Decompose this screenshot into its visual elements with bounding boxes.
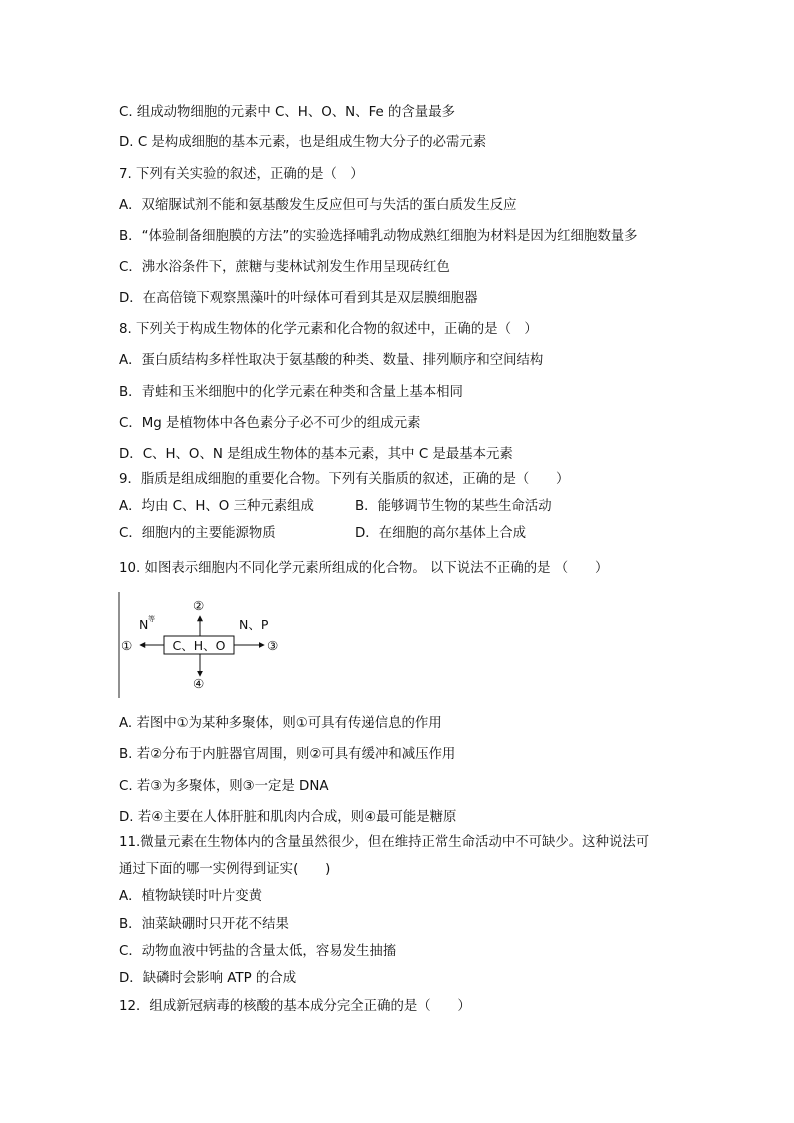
text-line: B．“体验制备细胞膜的方法”的实验选择哺乳动物成熟红细胞为材料是因为红细胞数量多 — [119, 229, 638, 244]
text-line: B．油菜缺硼时只开花不结果 — [119, 917, 289, 932]
question-7-stem: 7. 下列有关实验的叙述，正确的是（ ） — [119, 167, 364, 182]
text-line: B．青蛙和玉米细胞中的化学元素在种类和含量上基本相同 — [119, 385, 463, 400]
label-out-left: ① — [121, 638, 133, 653]
text-line: B. 若②分布于内脏器官周围，则②可具有缓冲和减压作用 — [119, 747, 456, 762]
text-line: A．双缩脲试剂不能和氨基酸发生反应但可与失活的蛋白质发生反应 — [119, 198, 517, 213]
text-line: C．Mg 是植物体中各色素分子必不可少的组成元素 — [119, 416, 421, 431]
text-line: C．沸水浴条件下，蔗糖与斐林试剂发生作用呈现砖红色 — [119, 260, 450, 275]
label-right-element: N、P — [239, 617, 269, 632]
label-out-bottom: ④ — [193, 676, 205, 691]
center-label: C、H、O — [172, 638, 226, 653]
option-d: D．在细胞的高尔基体上合成 — [355, 526, 526, 541]
question-11-stem: 11.微量元素在生物体内的含量虽然很少，但在维持正常生命活动中不可缺少。这种说法可 — [119, 835, 650, 850]
question-10-stem: 10. 如图表示细胞内不同化学元素所组成的化合物。 以下说法不正确的是 （ ） — [119, 561, 609, 576]
option-c: C．细胞内的主要能源物质 — [119, 526, 276, 541]
text-line: D. 若④主要在人体肝脏和肌肉内合成，则④最可能是糖原 — [119, 810, 457, 825]
text-line: A. 若图中①为某种多聚体，则①可具有传递信息的作用 — [119, 716, 442, 731]
label-left-element: N — [139, 617, 149, 632]
text-line: D．在高倍镜下观察黑藻叶的叶绿体可看到其是双层膜细胞器 — [119, 291, 478, 306]
label-out-top: ② — [193, 598, 205, 613]
option-a: A．均由 C、H、O 三种元素组成 — [119, 499, 314, 514]
text-line: D．缺磷时会影响 ATP 的合成 — [119, 971, 297, 986]
question-12-stem: 12．组成新冠病毒的核酸的基本成分完全正确的是（ ） — [119, 999, 471, 1014]
question-8-stem: 8. 下列关于构成生物体的化学元素和化合物的叙述中，正确的是（ ） — [119, 322, 538, 337]
text-line: C．动物血液中钙盐的含量太低，容易发生抽搐 — [119, 944, 397, 959]
question-11-stem-cont: 通过下面的哪一实例得到证实( ) — [119, 862, 331, 877]
option-b: B．能够调节生物的某些生命活动 — [355, 499, 552, 514]
text-line: C. 组成动物细胞的元素中 C、H、O、N、Fe 的含量最多 — [119, 105, 455, 120]
compound-diagram — [112, 590, 312, 702]
text-line: D. C 是构成细胞的基本元素，也是组成生物大分子的必需元素 — [119, 135, 487, 150]
text-line: D．C、H、O、N 是组成生物体的基本元素，其中 C 是最基本元素 — [119, 447, 513, 462]
question-9-stem: 9．脂质是组成细胞的重要化合物。下列有关脂质的叙述，正确的是（ ） — [119, 472, 570, 487]
text-line: C. 若③为多聚体，则③一定是 DNA — [119, 779, 329, 794]
text-line: A．植物缺镁时叶片变黄 — [119, 889, 263, 904]
text-line: A．蛋白质结构多样性取决于氨基酸的种类、数量、排列顺序和空间结构 — [119, 353, 544, 368]
label-out-right: ③ — [267, 638, 279, 653]
label-left-element-sup: 等 — [148, 615, 155, 623]
